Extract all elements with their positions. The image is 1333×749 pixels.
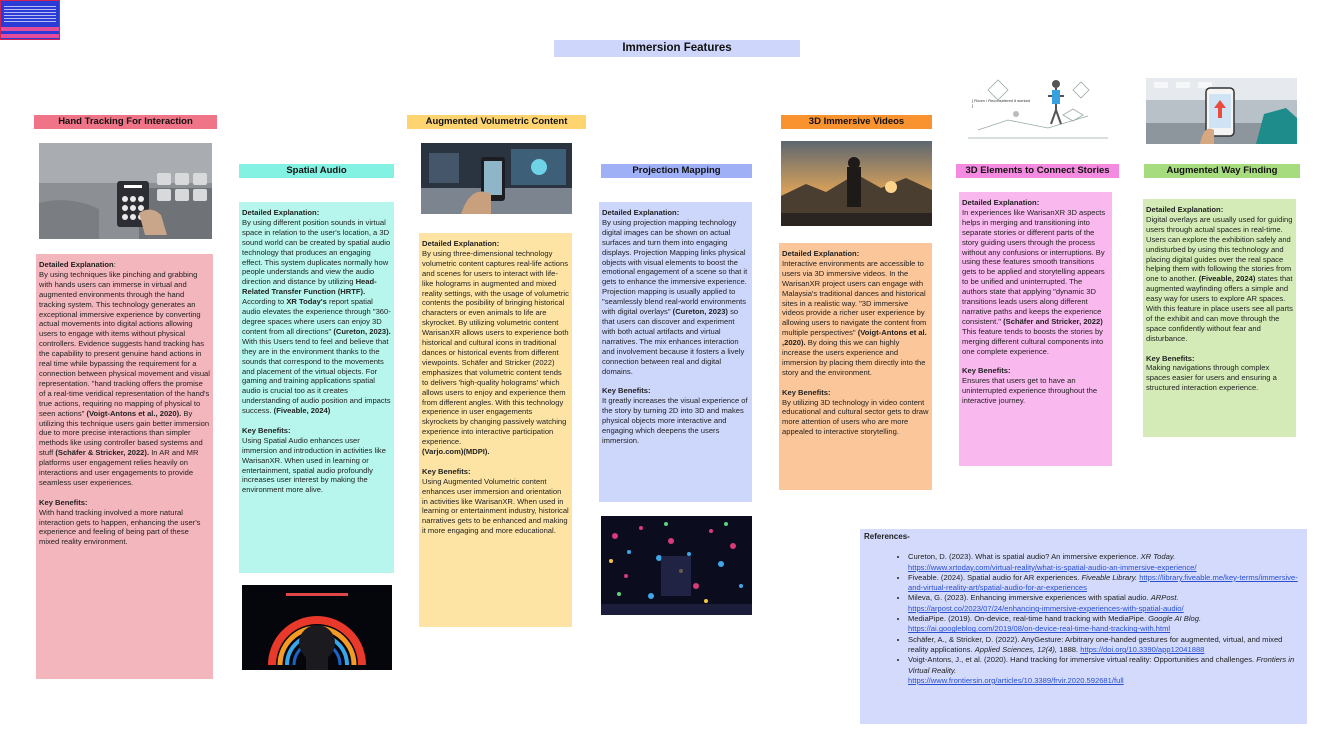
- explanation-text: By doing this we can highly increase the users experience and immersion by placing them directly into the story and the environment.: [782, 338, 926, 377]
- benefits-label: Key Benefits:: [602, 386, 651, 396]
- reference-item: [908, 573, 1303, 594]
- benefits-text: Using Spatial Audio enhances user immersion and introduction in activities like WarisanXR. When used in learning or entertainment, spatial audio profoundly increases user interest by making the environment more alive.: [242, 435, 386, 495]
- reference-link[interactable]: https://doi.org/10.3390/app12041888: [1080, 644, 1205, 654]
- hand-tracking-header: Hand Tracking For Interaction: [34, 115, 217, 129]
- reference-text: Fiveable. (2024). Spatial audio for AR experiences.: [908, 572, 1082, 582]
- benefits-label: Key Benefits:: [1146, 353, 1195, 363]
- explanation-text: By using different position sounds in virtual space in relation to the user's location, a 3D sound world can be created by spatial audio technology that produces an engaging effect. This system duplicates normally how people understands and view the audio direction and distance by utilizing: [242, 217, 391, 287]
- spatial-audio-card: [239, 202, 394, 573]
- explanation-text: Digital overlays are usually used for guiding users through actual spaces in real-time. Users can explore the exhibition safely and undisturbed by using this technology and placing digital guides over the real space helping them with following the stories from one to another.: [1146, 214, 1293, 284]
- benefits-text: It greatly increases the visual experience of the story by turning 2D into 3D and makes physical objects more interactive and engaging which deepens the users immersion.: [602, 396, 748, 445]
- explanation-label: Detailed Explanation: [39, 260, 114, 269]
- spatial-audio-header: Spatial Audio: [239, 164, 394, 178]
- explanation-text: In AR and MR platforms user engagement relies heavily on interactions and user engagements to provide seamless user experiences.: [39, 448, 199, 487]
- reference-text: 1888.: [1057, 644, 1081, 654]
- benefits-text: With hand tracking involved a more natural interaction gets to happen, enhancing the user's experience and feeling of being part of these mixed reality environment.: [39, 507, 201, 547]
- benefits-text: Ensures that users get to have an uninterrupted experience throughout the interactive journey.: [962, 376, 1098, 406]
- wayfinding-card: [1143, 199, 1296, 437]
- elements-3d-header: 3D Elements to Connect Stories: [956, 164, 1119, 178]
- reference-text: Voigt-Antons, J., et al. (2020). Hand tracking for immersive virtual reality: Opportunities and challenges.: [908, 655, 1257, 665]
- page-title: Immersion Features: [554, 40, 800, 57]
- wayfinding-header: Augmented Way Finding: [1144, 164, 1300, 178]
- reference-item: [908, 655, 1303, 686]
- explanation-text: By using projection mapping technology digital images can be shown on actual surfaces and turn them into engaging displays. Projection Mapping links physical objects with visual elements to boost the emotional engagement of a scene so that it gets to enhance the immersive experience. Projection mapping is usually applied to "seamlessly blend real-world environments with digital overlays": [602, 217, 748, 317]
- benefits-label: Key Benefits:: [782, 387, 831, 397]
- explanation-text: With this Users tend to feel and believe that they are in the environment thanks to the sounds that correspond to the movements and placement of the virtual objects. For gaming and training applications spatial audio is crucial too as it creates understanding of audio position and impacts success.: [242, 336, 391, 416]
- term-bold: Head-Related Transfer Function (HRTF).: [242, 277, 377, 297]
- immersive-videos-card: [779, 243, 932, 490]
- references-list: [864, 552, 1303, 686]
- benefits-label: Key Benefits:: [242, 425, 291, 435]
- volumetric-image: [421, 143, 572, 214]
- reference-link[interactable]: https://www.frontiersin.org/articles/10.3389/frvir.2020.592681/full: [908, 675, 1124, 685]
- explanation-text: By using techniques like pinching and grabbing with hands users can immerse in virtual and augmented environments through the hand tracking system. This technology generates an exceptional immersive experience by converting actual movements into digital actions allowing users to engage with items without physical controllers. Evidence suggests hand tracking has the capability to present genuine hand actions in real time while bypassing the requirement for a connection between physical movement and visual representation. "hand tracking offers the promise of a real-time veridical representation of the hand's true actions, requiring no mapping of physical to seen actions": [39, 269, 210, 418]
- benefits-label: Key Benefits:: [962, 366, 1011, 376]
- explanation-label: Detailed Explanation:: [242, 208, 320, 217]
- explanation-text: report spatial audio elevates the experience through "360-degree spaces where users can enjoy 3D content from all directions": [242, 297, 391, 336]
- spatial-audio-image: [242, 585, 392, 670]
- citation: (Varjo.com)(MDPI).: [422, 447, 490, 457]
- explanation-label: Detailed Explanation:: [422, 239, 500, 248]
- explanation-text: By utilizing this technique users gain better immersion due to more precise interactions than simpler methods like using controller based systems and stuff: [39, 408, 210, 458]
- reference-text: Cureton, D. (2023). What is spatial audio? An immersive experience.: [908, 552, 1141, 562]
- reference-source: ARPost.: [1150, 593, 1179, 603]
- explanation-text: According to: [242, 297, 285, 307]
- explanation-label: Detailed Explanation:: [782, 249, 860, 258]
- benefits-text: By utilizing 3D technology in video content educational and cultural sector gets to draw more attention of users who are more appealed to interactive storytelling.: [782, 397, 929, 437]
- benefits-text: Using Augmented Volumetric content enhances user immersion and orientation in activities like WarisanXR. When used in learning or entertainment industry, historical narratives gets to be enhanced and making it more engaging and more educational.: [422, 476, 569, 536]
- slide-thumbnail[interactable]: [0, 0, 60, 40]
- explanation-label: Detailed Explanation:: [602, 208, 680, 217]
- source-bold: XR Today's: [286, 297, 327, 307]
- reference-text: Schäfer, A., & Stricker, D. (2022). AnyGesture: Arbitrary one-handed gestures for augmented, virtual, and mixed reality applications.: [908, 634, 1283, 654]
- reference-item: [908, 552, 1303, 573]
- citation: (Voigt-Antons et al. ,2020).: [782, 328, 927, 348]
- immersive-videos-image: [781, 141, 932, 226]
- citation: (Fiveable, 2024): [1198, 274, 1256, 284]
- reference-source: XR Today.: [1140, 552, 1176, 562]
- reference-item: [908, 593, 1303, 614]
- benefits-label: Key Benefits:: [39, 497, 88, 507]
- reference-link[interactable]: https://arpost.co/2023/07/24/enhancing-immersive-experiences-with-spatial-audio/: [908, 603, 1184, 613]
- citation: (Cureton, 2023).: [333, 326, 391, 336]
- reference-text: MediaPipe. (2019). On-device, real-time hand tracking with MediaPipe.: [908, 614, 1149, 624]
- hand-tracking-image: [39, 143, 212, 239]
- immersive-videos-header: 3D Immersive Videos: [781, 115, 932, 129]
- explanation-text: This feature tends to boosts the stories by merging different cultural components into one complete experience.: [962, 326, 1104, 356]
- hand-tracking-card: Detailed Explanation: By using techniques like pinching and grabbing with hands users can immerse in virtual and augmented environments through the hand tracking system. This technology generates an exceptional immersive experience by converting actual movements into digital actions allowing users to engage with items without physical controllers. Evidence suggests hand tracking has the capability to present genuine hand actions in real time while bypassing the requirement for a connection between physical movement and visual representation. "hand tracking offers the promise of a real-time veridical representation of the hand's true actions, requiring no mapping of physical to seen actions" (Voigt-Antons et al., 2020). By utilizing this technique users gain better immersion due to more precise interactions than simpler methods like using controller based systems and stuff (Schäfer & Stricker, 2022). In AR and MR platforms user engagement relies heavily on interactions and user engagements to provide seamless user experiences. Key Benefits: With hand tracking involved a more natural interaction gets to happen, enhancing the user's experience and feeling of being part of these mixed reality environment.: [36, 254, 213, 679]
- reference-link[interactable]: https://library.fiveable.me/key-terms/immersive-and-virtual-reality-art/spatial-audio-for-ar-experiences: [908, 572, 1298, 593]
- reference-item: [908, 635, 1303, 656]
- reference-source: Frontiers in Virtual Reality.: [908, 655, 1295, 675]
- explanation-text: By using three-dimensional technology volumetric content captures real-life actions and scenes for users to interact with life-like holograms in augmented and mixed reality settings, with the usage of volumetric contents the posibility of bringing historical characters or even animals to life are skyrocket. By utilizing volumetric content WarisanXR allows users to experience both historical and cultural icons in traditional dances or historical events from different viewpoints. Schäfer and Stricker (2022) emphasizes that volumetric content tends to delivers 'high-quality holograms' which allows users to enjoy and experience them from different angles. With this technology experience in user engagements skyrockets by changing passively watching experience into interactive participation experience.: [422, 248, 569, 447]
- sketch-caption: [ Room / Reconsidered it worked ]: [972, 98, 1031, 108]
- wayfinding-image: [1146, 78, 1297, 144]
- benefits-text: Making navigations through complex spaces easier for users and ensuring a structured interaction experience.: [1146, 363, 1277, 393]
- explanation-text: Interactive environments are accessible to users via 3D immersive videos. In the WarisanXR project users can engage with Malaysia's traditional dances and historical sites in a realistic way. "3D immersive videos provide a richer user experience by allowing users to navigate the content from multiple perspectives": [782, 258, 927, 338]
- citation: (Voigt-Antons et al., 2020).: [86, 408, 182, 418]
- reference-link[interactable]: https://www.xrtoday.com/virtual-reality/what-is-spatial-audio-an-immersive-experience/: [908, 562, 1197, 572]
- citation: (Schäfer and Stricker, 2022): [1003, 316, 1103, 326]
- benefits-label: Key Benefits:: [422, 466, 471, 476]
- explanation-label: Detailed Explanation:: [962, 198, 1040, 207]
- reference-source: Applied Sciences, 12(4),: [974, 644, 1058, 654]
- volumetric-header: Augmented Volumetric Content: [407, 115, 586, 129]
- citation: (Fiveable, 2024): [273, 406, 331, 416]
- references-box: [860, 529, 1307, 724]
- explanation-text: states that augmented wayfinding offers a simple and easy way for users to explore AR spaces. With this feature in place users see all parts of the exhibit and can move through the space confidently without fear and disturbance.: [1146, 274, 1293, 343]
- reference-link[interactable]: https://ai.googleblog.com/2019/08/on-device-real-time-hand-tracking-with.html: [908, 624, 1171, 634]
- projection-card: [599, 202, 752, 502]
- explanation-label: Detailed Explanation:: [1146, 205, 1224, 214]
- references-title: References-: [864, 532, 910, 541]
- explanation-text: so that users can discover and experiment with both actual artifacts and virtual narratives. The mix enhances interaction and involvement because it fosters a lively connection between real and digital domains.: [602, 307, 745, 376]
- reference-text: Mileva, G. (2023). Enhancing immersive experiences with spatial audio.: [908, 593, 1151, 603]
- citation: (Schäfer & Stricker, 2022).: [55, 448, 150, 458]
- projection-header: Projection Mapping: [601, 164, 752, 178]
- citation: (Cureton, 2023): [672, 307, 728, 317]
- reference-source: Fiveable Library.: [1081, 572, 1138, 582]
- reference-source: Google AI Blog.: [1148, 614, 1202, 624]
- volumetric-card: [419, 233, 572, 627]
- reference-item: [908, 614, 1303, 635]
- projection-image: [601, 516, 752, 615]
- elements-3d-card: [959, 192, 1112, 466]
- elements-3d-sketch: [968, 70, 1108, 146]
- explanation-text: In experiences like WarisanXR 3D aspects helps in merging and transitioning into separate stories or different parts of the story guiding users through the process without any confusions or interruptions. By using these features smooth transitions gets to be applied and storytelling appears to be unified and uninterrupted. The authors state that applying "dynamic 3D transitions leads users along different narrative paths and keeps the experience consistent.": [962, 207, 1106, 326]
